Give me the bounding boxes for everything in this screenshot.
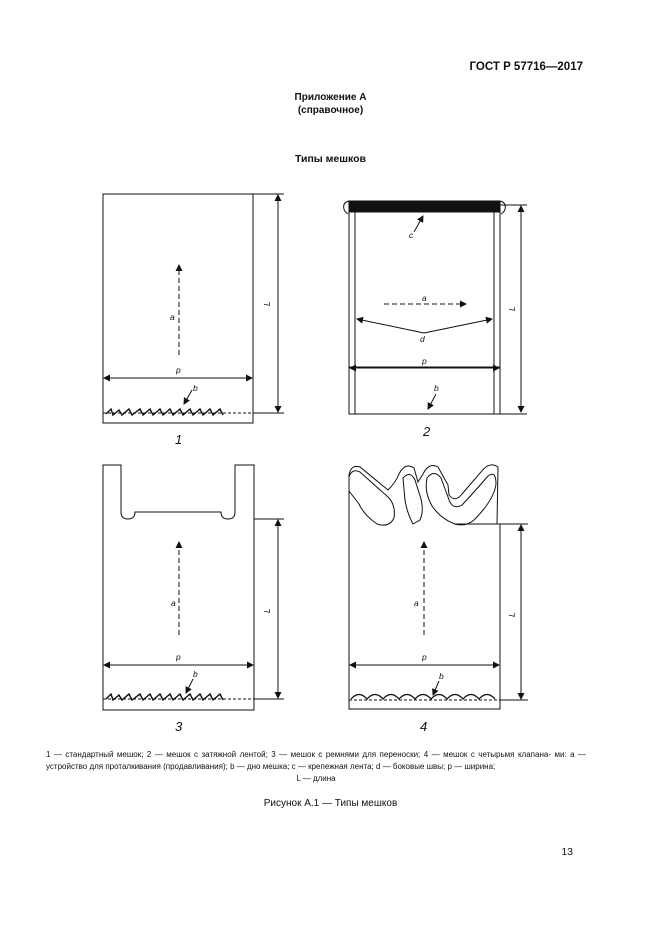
bag-1-number: 1	[175, 432, 183, 447]
page-number: 13	[561, 846, 573, 858]
bag-4-flap-1	[349, 471, 394, 525]
bag-2-label-c: c	[409, 230, 414, 240]
bag-2-tape-end-left	[344, 201, 349, 214]
bag-4-bottom-seam	[351, 695, 495, 700]
bag-1-label-b: b	[193, 383, 198, 393]
bag-2-fastening-tape	[349, 201, 500, 212]
legend-line-2: ми: a — устройство для проталкивания (продавливания); b — дно мешка; c — крепежная лента; d — боковые швы; p — ширина;	[46, 750, 586, 771]
bag-2-leader-c	[414, 216, 423, 232]
legend-line-3: L — длина	[296, 774, 336, 783]
bag-1-bottom-seam	[106, 409, 223, 415]
bag-2-leader-d-left	[357, 319, 424, 333]
bag-3-number: 3	[175, 719, 183, 734]
bag-2-tape-end-right	[500, 201, 505, 214]
bag-1-label-a: a	[170, 312, 175, 322]
bag-4-flap-2	[403, 474, 422, 524]
bag-4-leader-b	[433, 681, 439, 695]
bag-3-label-a: a	[171, 598, 176, 608]
bag-4-flap-3	[426, 474, 496, 525]
bag-1-label-p: p	[176, 365, 181, 375]
bag-3-leader-b	[186, 679, 193, 693]
bag-1-leader-b	[184, 390, 192, 404]
bag-4-label-L: L	[507, 612, 517, 617]
bag-2-label-L: L	[507, 306, 517, 311]
bag-4-label-p: p	[422, 652, 427, 662]
bag-2-label-d: d	[420, 334, 425, 344]
bag-2-label-p: p	[422, 356, 427, 366]
bag-2-number: 2	[423, 424, 431, 439]
bag-2-leader-d-right	[424, 319, 492, 333]
bag-4-label-b: b	[439, 671, 444, 681]
standard-number: ГОСТ Р 57716—2017	[469, 61, 583, 73]
bag-3-outline	[103, 465, 254, 710]
bag-4-number: 4	[420, 719, 428, 734]
bag-2-leader-b	[428, 394, 436, 409]
legend-line-1: 1 — стандартный мешок; 2 — мешок с затяжной лентой; 3 — мешок с ремнями для переноски; 4 — мешок с четырьмя клапана-	[46, 750, 551, 759]
annex-title: Приложение А	[294, 92, 367, 103]
bag-2-label-b: b	[434, 383, 439, 393]
figure-caption: Рисунок А.1 — Типы мешков	[263, 798, 398, 809]
annex-subtitle: (справочное)	[297, 105, 364, 116]
bag-2-outline	[349, 212, 500, 414]
section-heading: Типы мешков	[294, 153, 367, 165]
bag-4-label-a: a	[414, 598, 419, 608]
figure-legend	[46, 749, 586, 785]
bag-2-label-a: a	[422, 293, 427, 303]
bag-3-label-L: L	[262, 608, 272, 613]
bag-1-label-L: L	[262, 301, 272, 306]
bag-3-label-b: b	[193, 669, 198, 679]
bag-3-label-p: p	[176, 652, 181, 662]
bag-1-outline	[103, 194, 253, 423]
